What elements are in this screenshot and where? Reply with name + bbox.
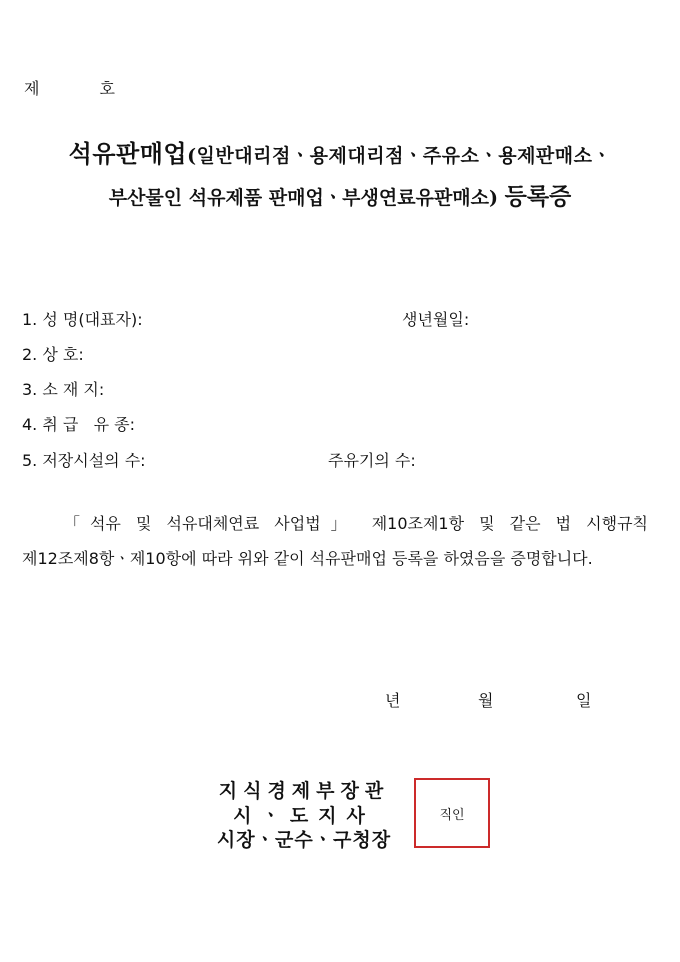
number-suffix: 호 — [99, 79, 115, 98]
certification-text: 「석유 및 석유대체연료 사업법」 제10조제1항 및 같은 법 시행규칙 제12조제8항ㆍ제10항에 따라 위와 같이 석유판매업 등록을 하였음을 증명합니다. — [22, 514, 648, 568]
birth-date-field-label: 생년월일: — [402, 310, 470, 329]
address-field-label: 3. 소 재 지: — [22, 380, 105, 399]
issuer-minister: 지식경제부장관 — [218, 780, 390, 802]
document-title-line-1 — [0, 134, 680, 169]
storage-count-field-label: 5. 저장시설의 수: — [22, 451, 146, 470]
official-seal-label: 직인 — [439, 807, 465, 823]
date-day-label: 일 — [576, 691, 592, 710]
dispenser-count-field-label: 주유기의 수: — [328, 451, 416, 470]
document-title-line-2 — [0, 178, 680, 211]
certification-statement — [22, 506, 648, 576]
official-seal-box — [414, 778, 490, 848]
number-label: 제 — [24, 79, 40, 98]
issuer-governor: 시ㆍ도지사 — [233, 805, 375, 827]
title-line2-prefix: 부산물인 석유제품 판매업ㆍ부생연료유판매소) — [108, 187, 505, 209]
date-year-label: 년 — [385, 691, 401, 710]
issuer-mayor: 시장ㆍ군수ㆍ구청장 — [216, 829, 392, 851]
trade-name-field-label: 2. 상 호: — [22, 345, 84, 364]
date-month-label: 월 — [478, 691, 494, 710]
title-line1-rest: (일반대리점ㆍ용제대리점ㆍ주유소ㆍ용제판매소ㆍ — [187, 145, 612, 167]
title-line2-suffix: 등록증 — [504, 183, 572, 210]
document-number — [24, 76, 115, 99]
title-main: 석유판매업 — [68, 139, 188, 168]
oil-type-field-label: 4. 취 급 유 종: — [22, 415, 135, 434]
name-field-label: 1. 성 명(대표자): — [22, 310, 143, 329]
